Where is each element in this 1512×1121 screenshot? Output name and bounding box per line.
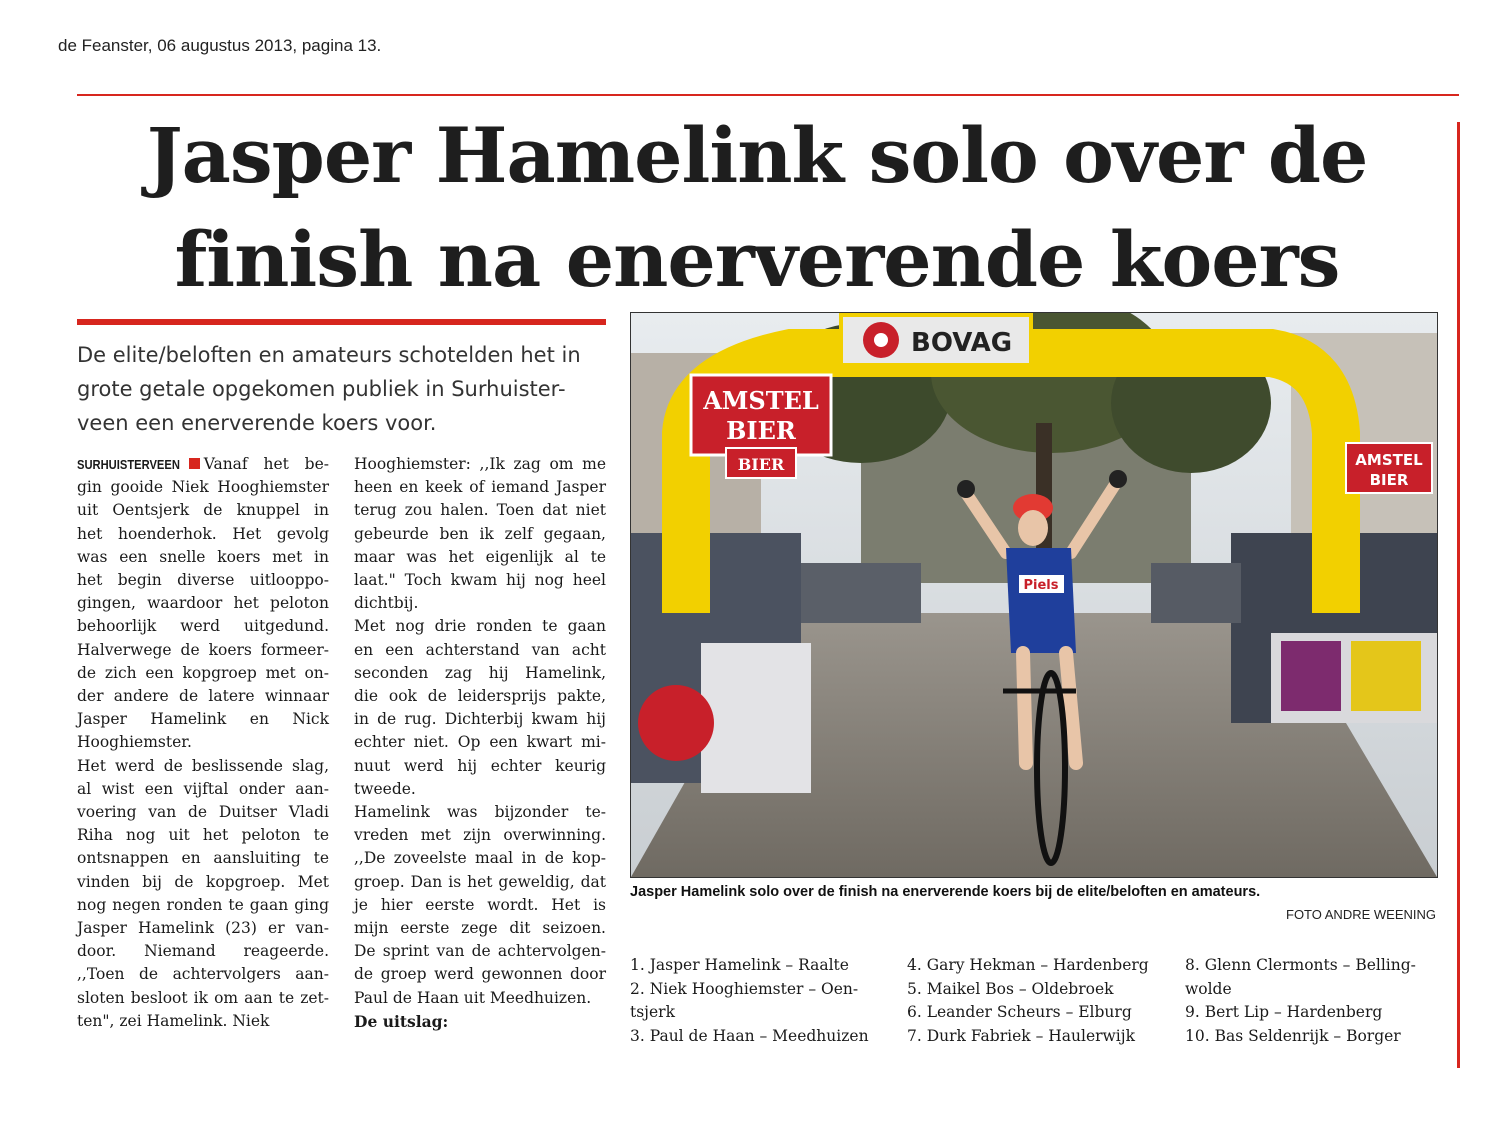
article-line: de groep werd gewonnen door [354,965,606,984]
article-line: groep. Dan is het geweldig, dat [354,872,606,891]
arch-sponsor-text: BOVAG [911,328,1013,358]
article-line: Met nog drie ronden te gaan [354,617,606,636]
banner-left-line-3: BIER [737,455,785,474]
article-line: was een snelle koers met in [77,547,329,566]
article-line [77,453,329,476]
article-line: gin gooide Niek Hooghiemster [77,478,329,497]
result-line: 1. Jasper Hamelink – Raalte [630,956,849,974]
article-line: seconden zag hij Hamelink, [354,663,606,682]
result-line: 4. Gary Hekman – Hardenberg [907,956,1149,974]
article-line: vinden bij de kopgroep. Met [77,872,329,891]
article-column-2 [354,453,606,1033]
article-line: behoorlijk werd uitgedund. [77,617,329,636]
article-line: Riha nog uit het peloton te [77,826,329,845]
article-line: die ook de leidersprijs pakte, [354,687,606,706]
article-line: uit Oentsjerk de knuppel in [77,501,329,520]
article-line: mijn eerste zege dit seizoen. [354,919,606,938]
article-line: gebeurde ben ik zelf gegaan, [354,524,606,543]
article-line: ten", zei Hamelink. Niek [77,1011,270,1030]
jersey-text: Piels [1023,578,1059,593]
article-line: sloten besloot ik om aan te zet- [77,988,329,1007]
banner-left-line-1: AMSTEL [703,386,819,415]
article-line: laat." Toch kwam hij nog heel [354,571,606,590]
article-line: het begin diverse uitlooppo- [77,571,329,590]
article-line: dichtbij. [354,594,419,613]
headline [77,104,1437,312]
race-photo-illustration [631,313,1437,877]
source-line: de Feanster, 06 augustus 2013, pagina 13. [58,36,382,55]
article-line: Hamelink was bijzonder te- [354,803,606,822]
article-line: De uitslag: [354,1011,449,1031]
article-line: je hier eerste wordt. Het is [354,895,606,914]
article-line: Het werd de beslissende slag, [77,756,329,775]
article-line: terug zou halen. Toen dat niet [354,501,606,520]
article-line: De sprint van de achtervolgen- [354,942,606,961]
headline-line-2: finish na enerverende koers [174,215,1340,304]
result-line: 9. Bert Lip – Hardenberg [1185,1003,1383,1021]
result-line: 7. Durk Fabriek – Haulerwijk [907,1026,1135,1045]
result-line: 3. Paul de Haan – Meedhuizen [630,1026,869,1045]
article-line: ontsnappen en aansluiting te [77,849,329,868]
intro-line-2: grote getale opgekomen publiek in Surhuister- [77,377,566,401]
article-line: in de rug. Dichterbij kwam hij [354,710,606,729]
right-divider [1457,122,1460,1068]
banner-right-line-2: BIER [1369,471,1409,489]
article-line: echter niet. Op een kwart mi- [354,733,606,752]
article-line-text: Vanaf het be- [203,455,329,473]
result-line: 6. Leander Scheurs – Elburg [907,1003,1132,1021]
article-column-1 [77,453,329,1033]
photo-caption: Jasper Hamelink solo over de finish na enerverende koers bij de elite/beloften en amateurs. [630,884,1261,900]
result-line: wolde [1185,979,1232,998]
intro-divider [77,319,606,325]
article-line: Hooghiemster. [77,733,192,752]
photo-credit: FOTO ANDRE WEENING [1286,907,1436,922]
result-line: 10. Bas Seldenrijk – Borger [1185,1026,1401,1045]
result-line: tsjerk [630,1003,675,1021]
article-line: Jasper Hamelink en Nick [77,710,329,729]
article-line: ,,Toen de achtervolgers aan- [77,965,329,984]
article-line: door. Niemand reageerde. [77,942,329,961]
article-line: voering van de Duitser Vladi [77,803,329,822]
red-square-icon [189,458,200,469]
article-line: nuut werd hij echter keurig [354,756,606,775]
article-line: al wist een vijftal onder aan- [77,779,329,798]
article-line: Hooghiemster: ,,Ik zag om me [354,455,606,473]
banner-right-line-1: AMSTEL [1355,451,1423,469]
article-line: en een achterstand van acht [354,640,606,659]
article-line: heen en keek of iemand Jasper [354,478,606,497]
article-line: ,,De zoveelste maal in de kop- [354,849,606,868]
article-line: der andere de latere winnaar [77,687,329,706]
headline-line-1: Jasper Hamelink solo over de [146,111,1368,200]
article-line: tweede. [354,779,416,798]
dateline: SURHUISTERVEEN [77,457,180,472]
article-line: nog negen ronden te gaan ging [77,895,329,914]
results-column-1 [630,954,892,1048]
article-line: gingen, waardoor het peloton [77,594,329,613]
article-line: Halverwege de koers formeer- [77,640,329,659]
article-line: de zich een kopgroep met on- [77,663,329,682]
result-line: 8. Glenn Clermonts – Belling- [1185,956,1416,974]
race-photo [630,312,1438,878]
results-column-2 [907,954,1169,1048]
results-column-3 [1185,954,1447,1048]
article-line: vreden met zijn overwinning. [354,826,606,845]
result-line: 5. Maikel Bos – Oldebroek [907,979,1114,998]
article-line: Paul de Haan uit Meedhuizen. [354,988,592,1007]
result-line: 2. Niek Hooghiemster – Oen- [630,979,859,998]
intro-line-3: veen een enerverende koers voor. [77,411,437,435]
intro-line-1: De elite/beloften en amateurs schotelden het in [77,343,581,367]
article-line: Jasper Hamelink (23) er van- [77,919,329,938]
intro-paragraph [77,338,612,440]
top-divider [77,94,1459,96]
banner-left-line-2: BIER [726,416,796,445]
article-line: het hoenderhok. Het gevolg [77,524,329,543]
article-line: maar was het eigenlijk al te [354,547,606,566]
